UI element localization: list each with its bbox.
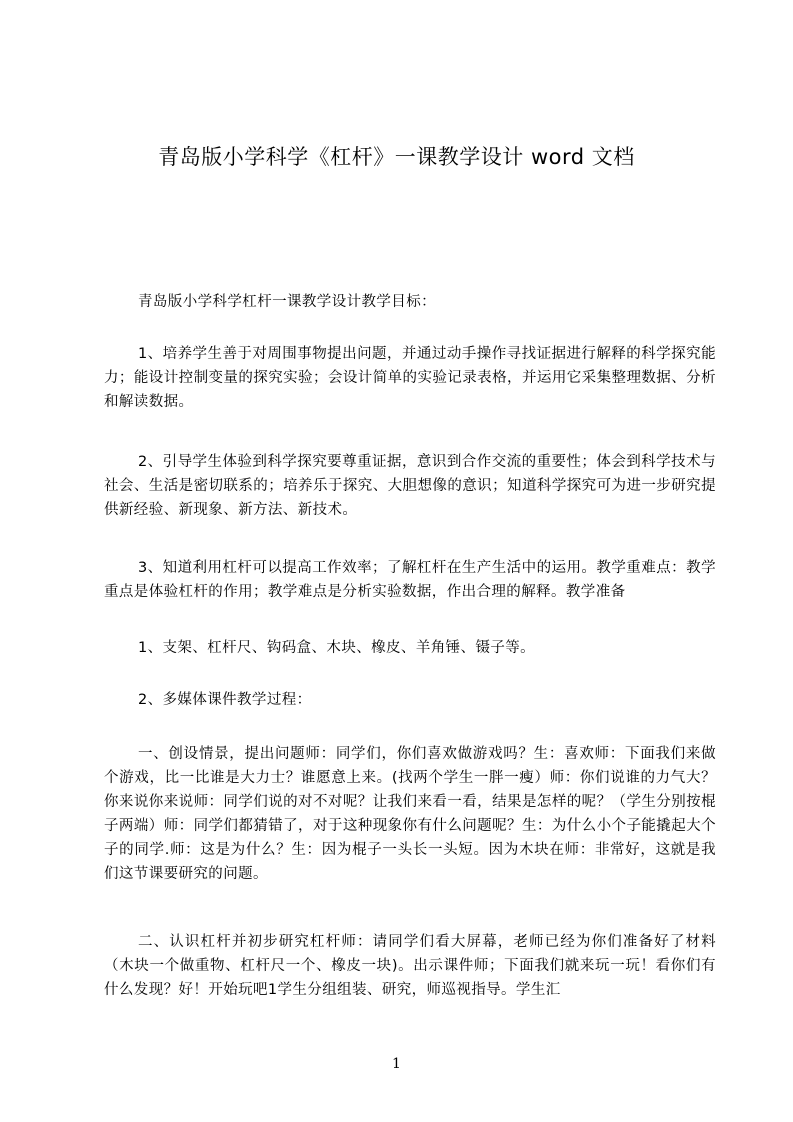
page-number: 1 bbox=[392, 1056, 401, 1072]
paragraph-process-1: 一、创设情景，提出问题师：同学们，你们喜欢做游戏吗？生：喜欢师：下面我们来做个游戏，比一比谁是大力士？谁愿意上来。(找两个学生一胖一瘦）师：你们说谁的力气大？你来说你来说师：同学们说的对不对呢？让我们来看一看，结果是怎样的呢？（学生分别按棍子两端）师：同学们都猜错了，对于这种现象你有什么问题呢？生：为什么小个子能撬起大个子的同学.师：这是为什么？生：因为棍子一头长一头短。因为木块在师：非常好，这就是我们这节课要研究的问题。 bbox=[104, 746, 716, 882]
paragraph-process-2: 二、认识杠杆并初步研究杠杆师：请同学们看大屏幕，老师已经为你们准备好了材料（木块一个做重物、杠杆尺一个、橡皮一块)。出示课件师；下面我们就来玩一玩！看你们有什么发现？好！开始玩吧1学生分组组装、研究，师巡视指导。学生汇 bbox=[104, 934, 716, 998]
paragraph-preparation-2: 2、多媒体课件教学过程： bbox=[138, 692, 312, 708]
paragraph-objective-1: 1、培养学生善于对周围事物提出问题，并通过动手操作寻找证据进行解释的科学探究能力；能设计控制变量的探究实验；会设计简单的实验记录表格，并运用它采集整理数据、分析和解读数据。 bbox=[104, 346, 716, 410]
paragraph-objective-3: 3、知道利用杠杆可以提高工作效率；了解杠杆在生产生活中的运用。教学重难点：教学重点是体验杠杆的作用；教学难点是分析实验数据，作出合理的解释。教学准备 bbox=[104, 560, 716, 600]
paragraph-preparation-1: 1、支架、杠杆尺、钩码盒、木块、橡皮、羊角锤、镊子等。 bbox=[138, 640, 536, 656]
paragraph-objectives-heading: 青岛版小学科学杠杆一课教学设计教学目标： bbox=[138, 294, 436, 310]
paragraph-objective-2: 2、引导学生体验到科学探究要尊重证据，意识到合作交流的重要性；体会到科学技术与社会、生活是密切联系的；培养乐于探究、大胆想像的意识；知道科学探究可为进一步研究提供新经验、新现象、新方法、新技术。 bbox=[104, 454, 716, 518]
document-title: 青岛版小学科学《杠杆》一课教学设计 word 文档 bbox=[158, 145, 635, 169]
